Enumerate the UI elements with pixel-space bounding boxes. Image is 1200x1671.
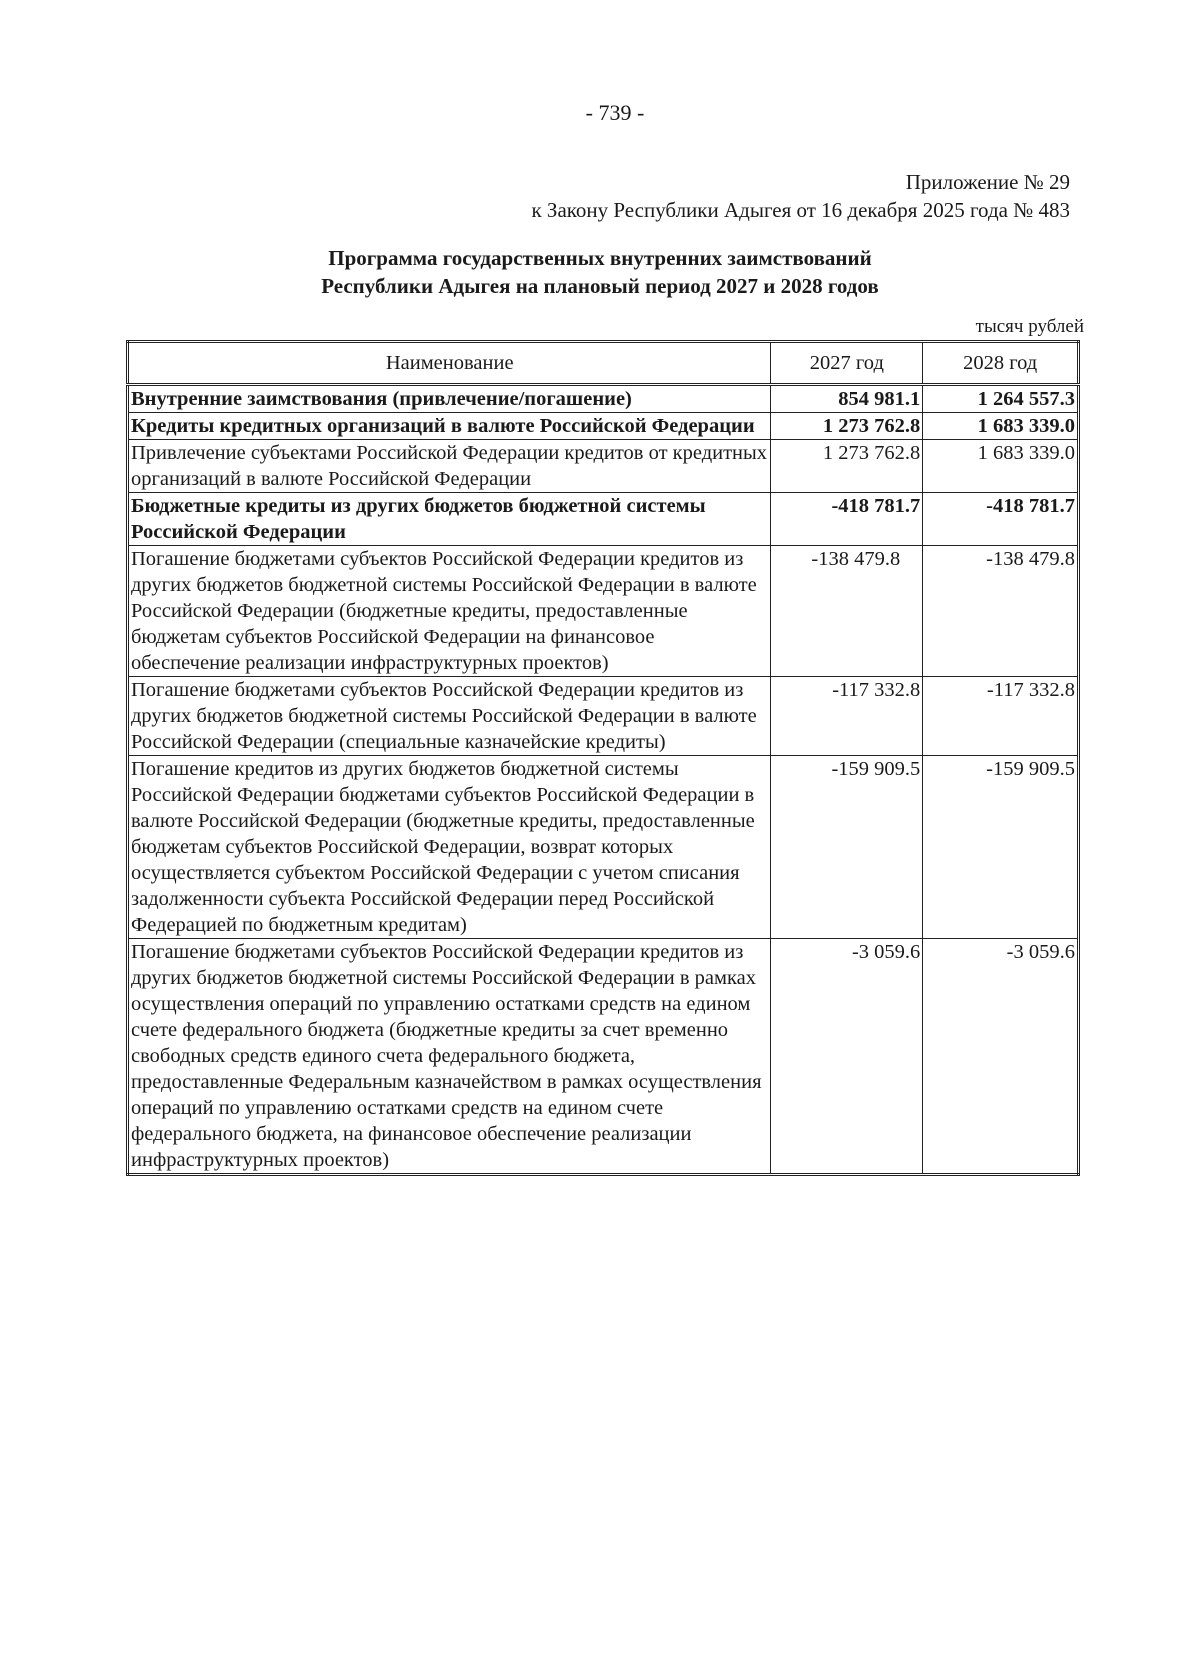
row-name: Бюджетные кредиты из других бюджетов бюджетной системы Российской Федерации (128, 493, 771, 546)
row-value-2028: -117 332.8 (923, 677, 1079, 756)
row-value-2027: -138 479.8 (771, 546, 923, 677)
row-value-2027: 854 981.1 (771, 385, 923, 413)
row-name: Погашение бюджетами субъектов Российской Федерации кредитов из других бюджетов бюджетной системы Российской Федерации в валюте Российской Федерации (бюджетные кредиты, предоставленные бюджетам субъектов Российской Федерации на финансовое обеспечение реализации инфраструктурных проектов) (128, 546, 771, 677)
row-value-2028: 1 683 339.0 (923, 440, 1079, 493)
row-name: Погашение бюджетами субъектов Российской Федерации кредитов из других бюджетов бюджетной системы Российской Федерации в валюте Российской Федерации (специальные казначейские кредиты) (128, 677, 771, 756)
table-row (128, 413, 1079, 440)
row-value-2027: -159 909.5 (771, 756, 923, 939)
row-value-2028: 1 683 339.0 (923, 413, 1079, 440)
row-name: Погашение кредитов из других бюджетов бюджетной системы Российской Федерации бюджетами субъектов Российской Федерации в валюте Российской Федерации (бюджетные кредиты, предоставленные бюджетам субъектов Российской Федерации, возврат которых осуществляется субъектом Российской Федерации с учетом списания задолженности субъекта Российской Федерации перед Российской Федерацией по бюджетным кредитам) (128, 756, 771, 939)
units-label: тысяч рублей (975, 316, 1084, 337)
borrowing-table (126, 340, 1080, 1176)
row-value-2027: -3 059.6 (771, 939, 923, 1175)
row-value-2027: 1 273 762.8 (771, 413, 923, 440)
row-name: Кредиты кредитных организаций в валюте Российской Федерации (128, 413, 771, 440)
row-value-2027: -418 781.7 (771, 493, 923, 546)
table-row (128, 493, 1079, 546)
column-header-name: Наименование (128, 342, 771, 385)
appendix-line-2: к Закону Республики Адыгея от 16 декабря 2025 года № 483 (531, 198, 1070, 222)
table-row (128, 440, 1079, 493)
column-header-2027: 2027 год (771, 342, 923, 385)
row-value-2028: 1 264 557.3 (923, 385, 1079, 413)
row-name: Привлечение субъектами Российской Федерации кредитов от кредитных организаций в валюте Российской Федерации (128, 440, 771, 493)
table-row (128, 939, 1079, 1175)
row-value-2027: 1 273 762.8 (771, 440, 923, 493)
table-row-total (128, 385, 1079, 413)
document-title (0, 244, 1200, 300)
table-row (128, 546, 1079, 677)
column-header-2028: 2028 год (923, 342, 1079, 385)
row-value-2028: -159 909.5 (923, 756, 1079, 939)
row-name: Погашение бюджетами субъектов Российской Федерации кредитов из других бюджетов бюджетной системы Российской Федерации в рамках осуществления операций по управлению остатками средств на едином счете федерального бюджета (бюджетные кредиты за счет временно свободных средств единого счета федерального бюджета, предоставленные Федеральным казначейством в рамках осуществления операций по управлению остатками средств на едином счете федерального бюджета, на финансовое обеспечение реализации инфраструктурных проектов) (128, 939, 771, 1175)
row-name: Внутренние заимствования (привлечение/погашение) (128, 385, 771, 413)
row-value-2027: -117 332.8 (771, 677, 923, 756)
page-number: - 739 - (585, 100, 645, 125)
table-row (128, 677, 1079, 756)
table-row (128, 756, 1079, 939)
appendix-header (531, 168, 1070, 224)
table-header-row (128, 342, 1079, 385)
title-line-1: Программа государственных внутренних заимствований (328, 246, 872, 270)
appendix-line-1: Приложение № 29 (905, 170, 1070, 194)
row-value-2028: -3 059.6 (923, 939, 1079, 1175)
title-line-2: Республики Адыгея на плановый период 2027 и 2028 годов (321, 274, 879, 298)
row-value-2028: -418 781.7 (923, 493, 1079, 546)
row-value-2028: -138 479.8 (923, 546, 1079, 677)
